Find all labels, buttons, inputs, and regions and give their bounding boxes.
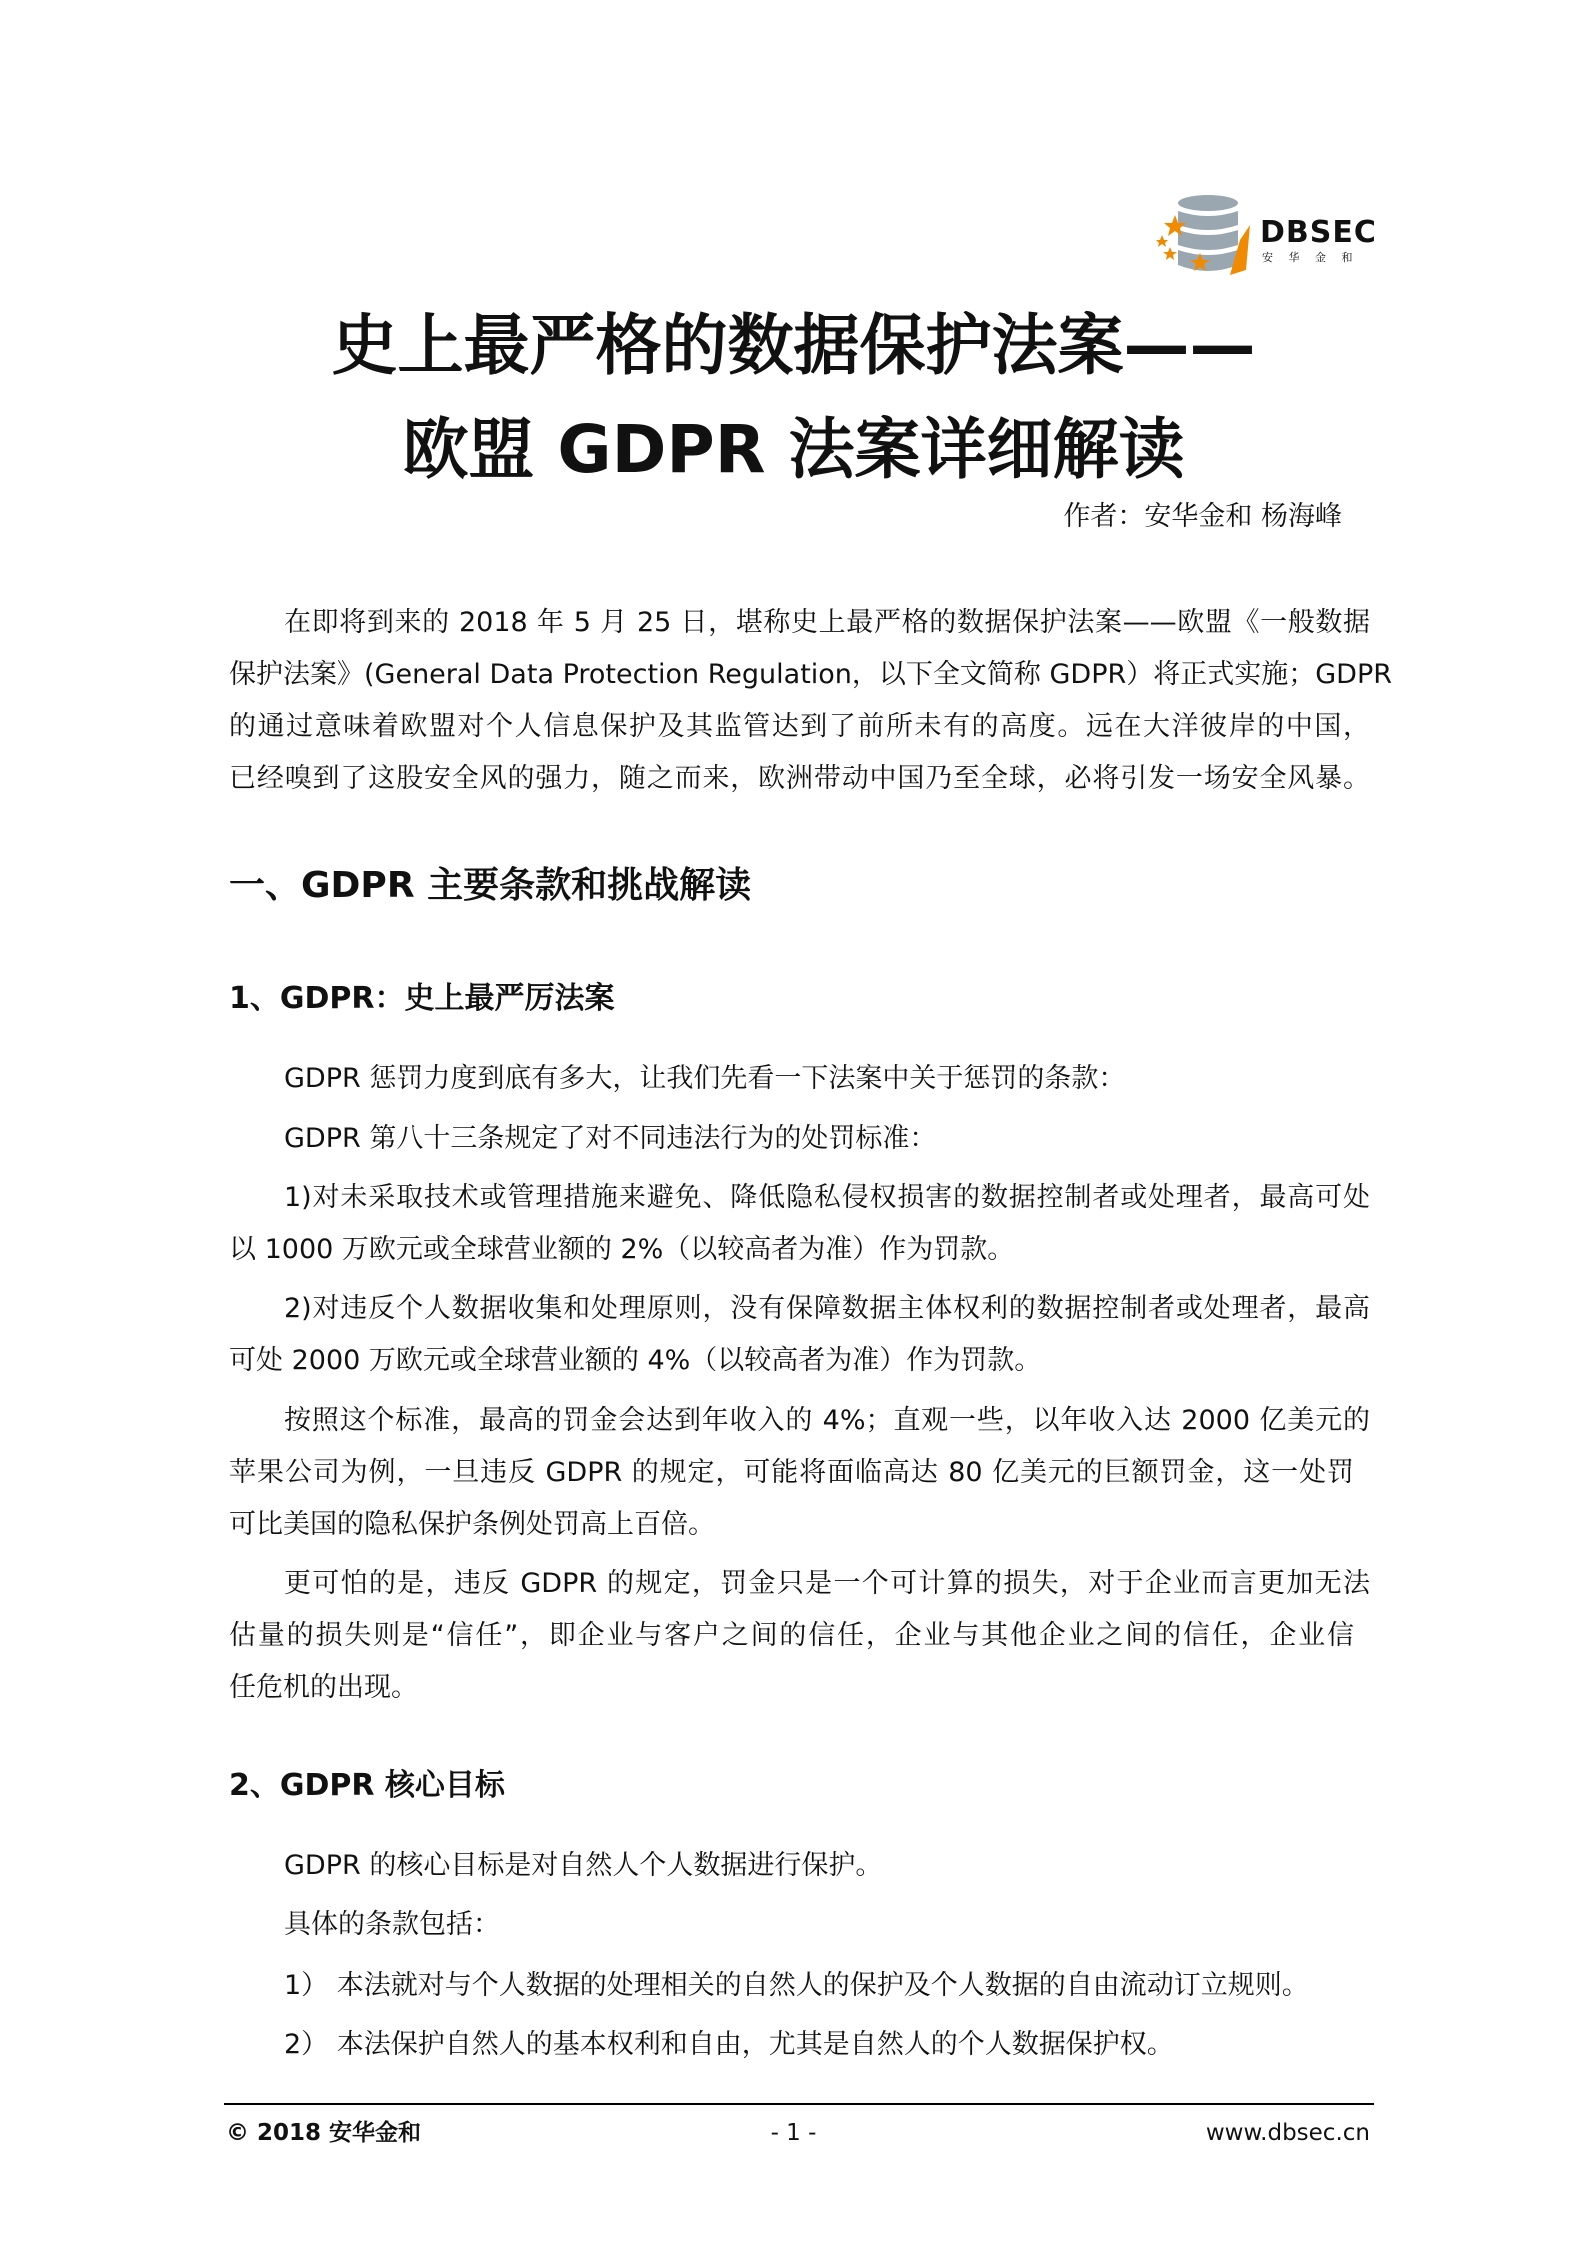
paragraph-line: 更可怕的是，违反 GDPR 的规定，罚金只是一个可计算的损失，对于企业而言更加无法 [284, 1568, 1370, 1599]
paragraph-line: 按照这个标准，最高的罚金会达到年收入的 4%；直观一些，以年收入达 2000 亿美元的 [284, 1405, 1370, 1436]
paragraph-line: 以 1000 万欧元或全球营业额的 2%（以较高者为准）作为罚款。 [229, 1234, 1015, 1265]
intro-line: 的通过意味着欧盟对个人信息保护及其监管达到了前所未有的高度。远在大洋彼岸的中国， [229, 711, 1370, 742]
title-line-1: 史上最严格的数据保护法案—— [331, 307, 1256, 384]
paragraph-line: 任危机的出现。 [229, 1672, 418, 1703]
paragraph-line: 可处 2000 万欧元或全球营业额的 4%（以较高者为准）作为罚款。 [229, 1345, 1042, 1376]
paragraph-line: GDPR 的核心目标是对自然人个人数据进行保护。 [284, 1850, 883, 1881]
logo-brand-cn: 安 华 金 和 [1262, 251, 1359, 264]
footer-copyright: © 2018 安华金和 [226, 2120, 422, 2146]
subsection-heading: 2、GDPR 核心目标 [229, 1768, 505, 1803]
intro-line: 在即将到来的 2018 年 5 月 25 日，堪称史上最严格的数据保护法案——欧盟《一般数据 [284, 607, 1370, 638]
paragraph-line: 1)对未采取技术或管理措施来避免、降低隐私侵权损害的数据控制者或处理者，最高可处 [284, 1182, 1370, 1213]
footer-divider [224, 2103, 1374, 2105]
paragraph-line: 苹果公司为例，一旦违反 GDPR 的规定，可能将面临高达 80 亿美元的巨额罚金，这一处罚 [229, 1457, 1354, 1488]
list-item: 1） 本法就对与个人数据的处理相关的自然人的保护及个人数据的自由流动订立规则。 [284, 1970, 1309, 2001]
dbsec-logo [1150, 185, 1385, 285]
list-item: 2） 本法保护自然人的基本权利和自由，尤其是自然人的个人数据保护权。 [284, 2029, 1174, 2060]
paragraph-line: 可比美国的隐私保护条例处罚高上百倍。 [229, 1509, 715, 1540]
paragraph-line: 具体的条款包括： [284, 1909, 500, 1940]
author: 作者：安华金和 杨海峰 [1063, 501, 1342, 532]
subsection-heading: 1、GDPR：史上最严厉法案 [229, 981, 615, 1016]
paragraph-line: 2)对违反个人数据收集和处理原则，没有保障数据主体权利的数据控制者或处理者，最高 [284, 1293, 1370, 1324]
logo-brand: DBSEC [1260, 215, 1377, 250]
paragraph-line: GDPR 惩罚力度到底有多大，让我们先看一下法案中关于惩罚的条款： [284, 1063, 1126, 1094]
intro-line: 已经嗅到了这股安全风的强力，随之而来，欧洲带动中国乃至全球，必将引发一场安全风暴。 [229, 763, 1370, 794]
title-line-2: 欧盟 GDPR 法案详细解读 [402, 411, 1185, 488]
page-number: - 1 - [770, 2120, 817, 2146]
paragraph-line: GDPR 第八十三条规定了对不同违法行为的处罚标准： [284, 1123, 937, 1154]
footer-site: www.dbsec.cn [1205, 2120, 1370, 2146]
section-heading: 一、GDPR 主要条款和挑战解读 [229, 865, 752, 906]
intro-line: 保护法案》(General Data Protection Regulation，以下全文简称 GDPR）将正式实施；GDPR [229, 659, 1393, 690]
paragraph-line: 估量的损失则是“信任”，即企业与客户之间的信任，企业与其他企业之间的信任，企业信 [229, 1620, 1354, 1651]
